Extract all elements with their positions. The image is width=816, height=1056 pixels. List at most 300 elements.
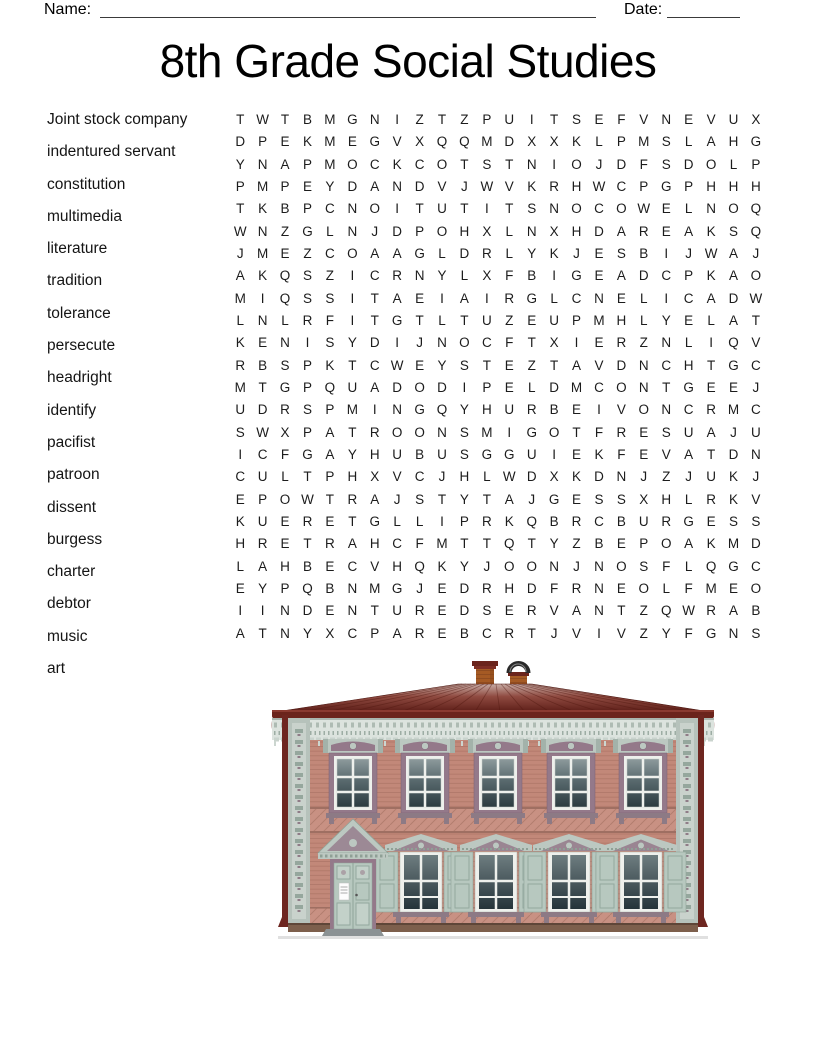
grid-letter[interactable]: A <box>392 290 402 306</box>
grid-letter[interactable]: C <box>325 245 335 261</box>
grid-letter[interactable]: N <box>392 178 403 194</box>
grid-letter[interactable]: O <box>347 245 358 261</box>
grid-letter[interactable]: C <box>594 379 604 395</box>
grid-letter[interactable]: R <box>706 491 716 507</box>
grid-letter[interactable]: F <box>505 335 514 351</box>
name-blank-line[interactable] <box>100 16 596 18</box>
grid-letter[interactable]: E <box>594 245 604 261</box>
grid-letter[interactable]: Y <box>437 268 447 284</box>
grid-letter[interactable]: I <box>395 112 400 127</box>
grid-letter[interactable]: N <box>751 446 761 462</box>
grid-letter[interactable]: T <box>258 379 267 395</box>
grid-letter[interactable]: H <box>616 312 627 328</box>
grid-letter[interactable]: O <box>414 424 425 440</box>
grid-letter[interactable]: Q <box>414 558 425 574</box>
grid-letter[interactable]: Y <box>527 245 537 261</box>
grid-letter[interactable]: M <box>346 402 358 418</box>
grid-letter[interactable]: Y <box>302 625 312 641</box>
grid-letter[interactable]: P <box>325 469 335 485</box>
grid-letter[interactable]: I <box>440 513 444 529</box>
grid-letter[interactable]: I <box>260 603 265 619</box>
grid-letter[interactable]: K <box>728 491 738 507</box>
grid-letter[interactable]: S <box>482 603 492 619</box>
grid-letter[interactable]: N <box>257 156 268 172</box>
grid-letter[interactable]: L <box>236 312 244 328</box>
grid-letter[interactable]: A <box>347 536 357 552</box>
grid-letter[interactable]: U <box>235 402 246 418</box>
grid-letter[interactable]: R <box>325 536 335 552</box>
grid-letter[interactable]: N <box>257 312 268 328</box>
grid-letter[interactable]: A <box>258 558 268 574</box>
grid-letter[interactable]: O <box>728 201 739 217</box>
grid-letter[interactable]: G <box>391 580 403 596</box>
grid-letter[interactable]: G <box>414 402 425 418</box>
grid-letter[interactable]: Q <box>504 536 515 552</box>
grid-letter[interactable]: T <box>325 491 335 507</box>
grid-letter[interactable]: Y <box>661 312 671 328</box>
grid-letter[interactable]: X <box>639 491 649 507</box>
grid-letter[interactable]: L <box>505 223 514 239</box>
grid-letter[interactable]: Q <box>436 402 448 418</box>
grid-letter[interactable]: L <box>595 134 603 150</box>
grid-letter[interactable]: I <box>597 625 601 641</box>
grid-letter[interactable]: V <box>706 112 716 127</box>
grid-letter[interactable]: G <box>750 134 762 150</box>
grid-letter[interactable]: O <box>638 402 650 418</box>
grid-letter[interactable]: S <box>302 290 312 306</box>
grid-letter[interactable]: T <box>482 357 491 373</box>
grid-letter[interactable]: O <box>616 379 627 395</box>
grid-letter[interactable]: R <box>302 513 313 529</box>
grid-letter[interactable]: C <box>481 625 492 641</box>
grid-letter[interactable]: E <box>437 603 447 619</box>
grid-letter[interactable]: A <box>325 446 335 462</box>
grid-letter[interactable]: R <box>414 625 425 641</box>
grid-letter[interactable]: O <box>571 201 582 217</box>
grid-letter[interactable]: J <box>461 178 468 194</box>
grid-letter[interactable]: N <box>369 112 380 127</box>
grid-letter[interactable]: L <box>550 290 558 306</box>
grid-letter[interactable]: C <box>369 268 380 284</box>
grid-letter[interactable]: I <box>552 156 556 172</box>
grid-letter[interactable]: R <box>280 402 290 418</box>
grid-letter[interactable]: M <box>257 178 269 194</box>
grid-letter[interactable]: R <box>257 536 268 552</box>
grid-letter[interactable]: E <box>280 134 290 150</box>
grid-letter[interactable]: K <box>549 245 559 261</box>
grid-letter[interactable]: B <box>639 245 649 261</box>
grid-letter[interactable]: P <box>751 156 761 172</box>
grid-letter[interactable]: Z <box>505 312 514 328</box>
grid-letter[interactable]: U <box>526 446 537 462</box>
grid-letter[interactable]: P <box>235 178 245 194</box>
grid-letter[interactable]: Q <box>302 580 313 596</box>
grid-letter[interactable]: C <box>414 469 425 485</box>
grid-letter[interactable]: J <box>595 156 603 172</box>
grid-letter[interactable]: M <box>324 156 336 172</box>
grid-letter[interactable]: B <box>751 603 761 619</box>
grid-letter[interactable]: E <box>280 513 290 529</box>
grid-letter[interactable]: O <box>459 335 470 351</box>
grid-letter[interactable]: R <box>369 424 380 440</box>
grid-letter[interactable]: K <box>302 134 312 150</box>
grid-letter[interactable]: L <box>438 312 446 328</box>
grid-letter[interactable]: F <box>549 580 559 596</box>
grid-letter[interactable]: B <box>527 268 537 284</box>
grid-letter[interactable]: K <box>728 469 738 485</box>
grid-letter[interactable]: M <box>593 312 605 328</box>
grid-letter[interactable]: R <box>347 491 358 507</box>
grid-letter[interactable]: T <box>527 536 536 552</box>
grid-letter[interactable]: G <box>571 268 582 284</box>
grid-letter[interactable]: O <box>391 424 403 440</box>
grid-letter[interactable]: S <box>639 558 649 574</box>
grid-letter[interactable]: Y <box>258 580 268 596</box>
grid-letter[interactable]: J <box>416 335 423 351</box>
grid-letter[interactable]: K <box>527 178 537 194</box>
grid-letter[interactable]: H <box>571 178 582 194</box>
grid-letter[interactable]: E <box>728 580 738 596</box>
grid-letter[interactable]: X <box>751 112 761 127</box>
grid-letter[interactable]: T <box>572 424 581 440</box>
grid-letter[interactable]: Y <box>549 536 559 552</box>
grid-letter[interactable]: O <box>750 580 762 596</box>
grid-letter[interactable]: D <box>594 469 604 485</box>
grid-letter[interactable]: Z <box>662 469 671 485</box>
grid-letter[interactable]: G <box>728 558 739 574</box>
grid-letter[interactable]: F <box>617 446 626 462</box>
grid-letter[interactable]: Z <box>280 223 290 239</box>
grid-letter[interactable]: Y <box>325 178 335 194</box>
grid-letter[interactable]: I <box>305 335 310 351</box>
grid-letter[interactable]: N <box>594 580 604 596</box>
grid-letter[interactable]: R <box>504 625 515 641</box>
grid-letter[interactable]: E <box>258 335 268 351</box>
grid-letter[interactable]: S <box>728 513 738 529</box>
grid-letter[interactable]: E <box>639 424 649 440</box>
grid-letter[interactable]: D <box>414 178 425 194</box>
grid-letter[interactable]: O <box>347 156 358 172</box>
grid-letter[interactable]: H <box>751 178 761 194</box>
grid-letter[interactable]: O <box>616 201 627 217</box>
grid-letter[interactable]: X <box>482 268 492 284</box>
grid-letter[interactable]: M <box>324 134 336 150</box>
grid-letter[interactable]: E <box>280 245 290 261</box>
grid-letter[interactable]: Q <box>459 134 470 150</box>
grid-letter[interactable]: A <box>684 536 694 552</box>
grid-letter[interactable]: O <box>526 558 537 574</box>
grid-letter[interactable]: W <box>480 178 494 194</box>
grid-letter[interactable]: P <box>572 312 582 328</box>
grid-letter[interactable]: C <box>661 357 672 373</box>
grid-letter[interactable]: S <box>325 290 335 306</box>
grid-letter[interactable]: E <box>616 536 626 552</box>
grid-letter[interactable]: J <box>685 469 693 485</box>
grid-letter[interactable]: D <box>504 134 515 150</box>
grid-letter[interactable]: D <box>257 402 268 418</box>
grid-letter[interactable]: I <box>395 201 400 217</box>
grid-letter[interactable]: U <box>257 469 268 485</box>
grid-letter[interactable]: T <box>751 312 761 328</box>
grid-letter[interactable]: R <box>392 268 403 284</box>
grid-letter[interactable]: O <box>504 558 515 574</box>
grid-letter[interactable]: S <box>728 223 738 239</box>
grid-letter[interactable]: Z <box>325 268 335 284</box>
grid-letter[interactable]: A <box>706 134 716 150</box>
grid-letter[interactable]: C <box>369 357 380 373</box>
grid-letter[interactable]: Q <box>436 134 448 150</box>
grid-letter[interactable]: B <box>459 625 469 641</box>
grid-letter[interactable]: U <box>481 312 492 328</box>
grid-letter[interactable]: G <box>728 357 739 373</box>
grid-letter[interactable]: L <box>281 469 289 485</box>
grid-letter[interactable]: S <box>482 156 492 172</box>
grid-letter[interactable]: J <box>438 469 446 485</box>
grid-letter[interactable]: I <box>574 335 579 351</box>
grid-letter[interactable]: A <box>370 491 380 507</box>
grid-letter[interactable]: T <box>706 446 716 462</box>
grid-letter[interactable]: T <box>527 625 536 641</box>
grid-letter[interactable]: T <box>662 379 671 395</box>
grid-letter[interactable]: M <box>481 424 493 440</box>
grid-letter[interactable]: G <box>391 312 403 328</box>
grid-letter[interactable]: V <box>370 558 380 574</box>
grid-letter[interactable]: Z <box>639 625 648 641</box>
grid-letter[interactable]: D <box>459 580 470 596</box>
grid-letter[interactable]: S <box>616 491 626 507</box>
grid-letter[interactable]: U <box>392 603 403 619</box>
grid-letter[interactable]: O <box>571 156 582 172</box>
grid-letter[interactable]: D <box>526 580 537 596</box>
grid-letter[interactable]: M <box>727 536 740 552</box>
grid-letter[interactable]: M <box>727 402 740 418</box>
grid-letter[interactable]: V <box>549 603 559 619</box>
grid-letter[interactable]: V <box>437 178 447 194</box>
grid-letter[interactable]: L <box>326 223 334 239</box>
grid-letter[interactable]: D <box>437 379 447 395</box>
grid-letter[interactable]: A <box>370 379 380 395</box>
grid-letter[interactable]: A <box>504 491 514 507</box>
grid-letter[interactable]: N <box>549 201 559 217</box>
grid-letter[interactable]: P <box>302 201 312 217</box>
grid-letter[interactable]: C <box>325 201 335 217</box>
word-search-grid[interactable] <box>229 109 767 645</box>
grid-letter[interactable]: D <box>235 134 246 150</box>
grid-letter[interactable]: A <box>728 603 738 619</box>
grid-letter[interactable]: H <box>683 357 694 373</box>
grid-letter[interactable]: E <box>661 201 671 217</box>
grid-letter[interactable]: B <box>258 357 268 373</box>
grid-letter[interactable]: Y <box>459 558 469 574</box>
grid-letter[interactable]: Z <box>303 245 312 261</box>
grid-letter[interactable]: N <box>594 603 604 619</box>
grid-letter[interactable]: U <box>549 312 559 328</box>
grid-letter[interactable]: G <box>302 223 313 239</box>
grid-letter[interactable]: E <box>616 290 626 306</box>
grid-letter[interactable]: P <box>258 491 268 507</box>
grid-letter[interactable]: V <box>751 491 761 507</box>
grid-letter[interactable]: D <box>638 268 649 284</box>
grid-letter[interactable]: G <box>369 513 380 529</box>
grid-letter[interactable]: A <box>325 424 335 440</box>
grid-letter[interactable]: H <box>347 469 358 485</box>
grid-letter[interactable]: M <box>705 580 717 596</box>
grid-letter[interactable]: E <box>594 112 604 127</box>
grid-letter[interactable]: D <box>526 469 537 485</box>
grid-letter[interactable]: S <box>594 491 604 507</box>
grid-letter[interactable]: U <box>728 112 739 127</box>
grid-letter[interactable]: T <box>437 491 447 507</box>
grid-letter[interactable]: D <box>392 223 403 239</box>
grid-letter[interactable]: T <box>348 357 357 373</box>
grid-letter[interactable]: W <box>749 290 763 306</box>
grid-letter[interactable]: U <box>683 424 694 440</box>
grid-letter[interactable]: F <box>594 424 604 440</box>
grid-letter[interactable]: S <box>459 357 469 373</box>
grid-letter[interactable]: G <box>504 446 515 462</box>
grid-letter[interactable]: T <box>706 357 716 373</box>
grid-letter[interactable]: E <box>594 268 604 284</box>
grid-letter[interactable]: H <box>280 558 290 574</box>
grid-letter[interactable]: W <box>502 469 516 485</box>
grid-letter[interactable]: L <box>684 335 693 351</box>
grid-letter[interactable]: J <box>371 223 379 239</box>
grid-letter[interactable]: K <box>504 513 514 529</box>
grid-letter[interactable]: A <box>728 245 738 261</box>
grid-letter[interactable]: C <box>594 201 604 217</box>
grid-letter[interactable]: X <box>527 134 537 150</box>
grid-letter[interactable]: A <box>572 357 582 373</box>
grid-letter[interactable]: F <box>505 268 514 284</box>
grid-letter[interactable]: V <box>751 335 761 351</box>
grid-letter[interactable]: E <box>684 312 694 328</box>
grid-letter[interactable]: D <box>459 245 470 261</box>
grid-letter[interactable]: N <box>280 603 290 619</box>
grid-letter[interactable]: E <box>325 513 335 529</box>
grid-letter[interactable]: A <box>572 603 582 619</box>
grid-letter[interactable]: R <box>526 402 537 418</box>
grid-letter[interactable]: T <box>236 201 245 217</box>
grid-letter[interactable]: D <box>392 379 403 395</box>
grid-letter[interactable]: I <box>350 290 355 306</box>
grid-letter[interactable]: N <box>347 580 358 596</box>
grid-letter[interactable]: T <box>303 536 312 552</box>
grid-letter[interactable]: Z <box>572 536 581 552</box>
grid-letter[interactable]: E <box>415 290 425 306</box>
grid-letter[interactable]: L <box>505 245 514 261</box>
grid-letter[interactable]: Y <box>347 335 357 351</box>
grid-letter[interactable]: T <box>236 112 245 127</box>
grid-letter[interactable]: G <box>279 379 291 395</box>
grid-letter[interactable]: H <box>481 402 492 418</box>
grid-letter[interactable]: I <box>529 112 534 127</box>
grid-letter[interactable]: J <box>752 245 760 261</box>
grid-letter[interactable]: R <box>571 580 582 596</box>
grid-letter[interactable]: L <box>236 558 244 574</box>
grid-letter[interactable]: L <box>527 379 536 395</box>
grid-letter[interactable]: R <box>661 513 672 529</box>
grid-letter[interactable]: R <box>526 603 537 619</box>
grid-letter[interactable]: H <box>459 469 470 485</box>
grid-letter[interactable]: V <box>392 469 402 485</box>
grid-letter[interactable]: N <box>280 335 290 351</box>
grid-letter[interactable]: E <box>280 536 290 552</box>
grid-letter[interactable]: O <box>750 268 762 284</box>
grid-letter[interactable]: A <box>616 223 626 239</box>
grid-letter[interactable]: U <box>638 513 649 529</box>
grid-letter[interactable]: T <box>482 491 491 507</box>
grid-letter[interactable]: D <box>459 603 470 619</box>
grid-letter[interactable]: M <box>324 112 336 127</box>
grid-letter[interactable]: Z <box>639 603 648 619</box>
grid-letter[interactable]: Y <box>235 156 245 172</box>
grid-letter[interactable]: C <box>414 156 425 172</box>
grid-letter[interactable]: J <box>573 245 580 261</box>
grid-letter[interactable]: J <box>730 424 737 440</box>
grid-letter[interactable]: I <box>350 268 355 284</box>
grid-letter[interactable]: L <box>707 312 715 328</box>
grid-letter[interactable]: U <box>751 424 761 440</box>
grid-letter[interactable]: N <box>257 223 268 239</box>
grid-letter[interactable]: N <box>661 112 672 127</box>
grid-letter[interactable]: G <box>414 245 425 261</box>
grid-letter[interactable]: T <box>348 424 357 440</box>
grid-letter[interactable]: T <box>549 357 559 373</box>
grid-letter[interactable]: H <box>706 178 716 194</box>
grid-letter[interactable]: A <box>280 156 290 172</box>
grid-letter[interactable]: R <box>414 603 425 619</box>
grid-letter[interactable]: A <box>370 245 380 261</box>
grid-letter[interactable]: W <box>256 424 269 440</box>
grid-letter[interactable]: T <box>482 536 491 552</box>
grid-letter[interactable]: W <box>256 112 269 127</box>
grid-letter[interactable]: R <box>481 580 492 596</box>
grid-letter[interactable]: H <box>235 536 246 552</box>
grid-letter[interactable]: F <box>415 536 424 552</box>
grid-letter[interactable]: L <box>684 491 693 507</box>
grid-letter[interactable]: W <box>682 603 696 619</box>
grid-letter[interactable]: T <box>460 536 469 552</box>
grid-letter[interactable]: T <box>370 603 379 619</box>
grid-letter[interactable]: W <box>592 178 606 194</box>
grid-letter[interactable]: E <box>706 513 716 529</box>
grid-letter[interactable]: J <box>393 491 401 507</box>
grid-letter[interactable]: R <box>571 513 582 529</box>
grid-letter[interactable]: Q <box>660 603 672 619</box>
grid-letter[interactable]: C <box>257 446 268 462</box>
grid-letter[interactable]: C <box>481 335 492 351</box>
grid-letter[interactable]: S <box>302 268 312 284</box>
grid-letter[interactable]: T <box>370 290 379 306</box>
grid-letter[interactable]: I <box>709 335 713 351</box>
grid-letter[interactable]: H <box>571 223 582 239</box>
grid-letter[interactable]: U <box>392 446 403 462</box>
grid-letter[interactable]: K <box>706 223 716 239</box>
grid-letter[interactable]: V <box>661 446 671 462</box>
grid-letter[interactable]: C <box>683 402 694 418</box>
grid-letter[interactable]: M <box>234 290 246 306</box>
grid-letter[interactable]: A <box>616 268 626 284</box>
grid-letter[interactable]: N <box>549 558 559 574</box>
grid-letter[interactable]: L <box>460 268 469 284</box>
grid-letter[interactable]: E <box>616 580 626 596</box>
grid-letter[interactable]: N <box>706 201 716 217</box>
grid-letter[interactable]: B <box>325 580 335 596</box>
grid-letter[interactable]: E <box>437 625 447 641</box>
grid-letter[interactable]: G <box>683 513 694 529</box>
grid-letter[interactable]: N <box>526 156 537 172</box>
grid-letter[interactable]: B <box>415 446 425 462</box>
